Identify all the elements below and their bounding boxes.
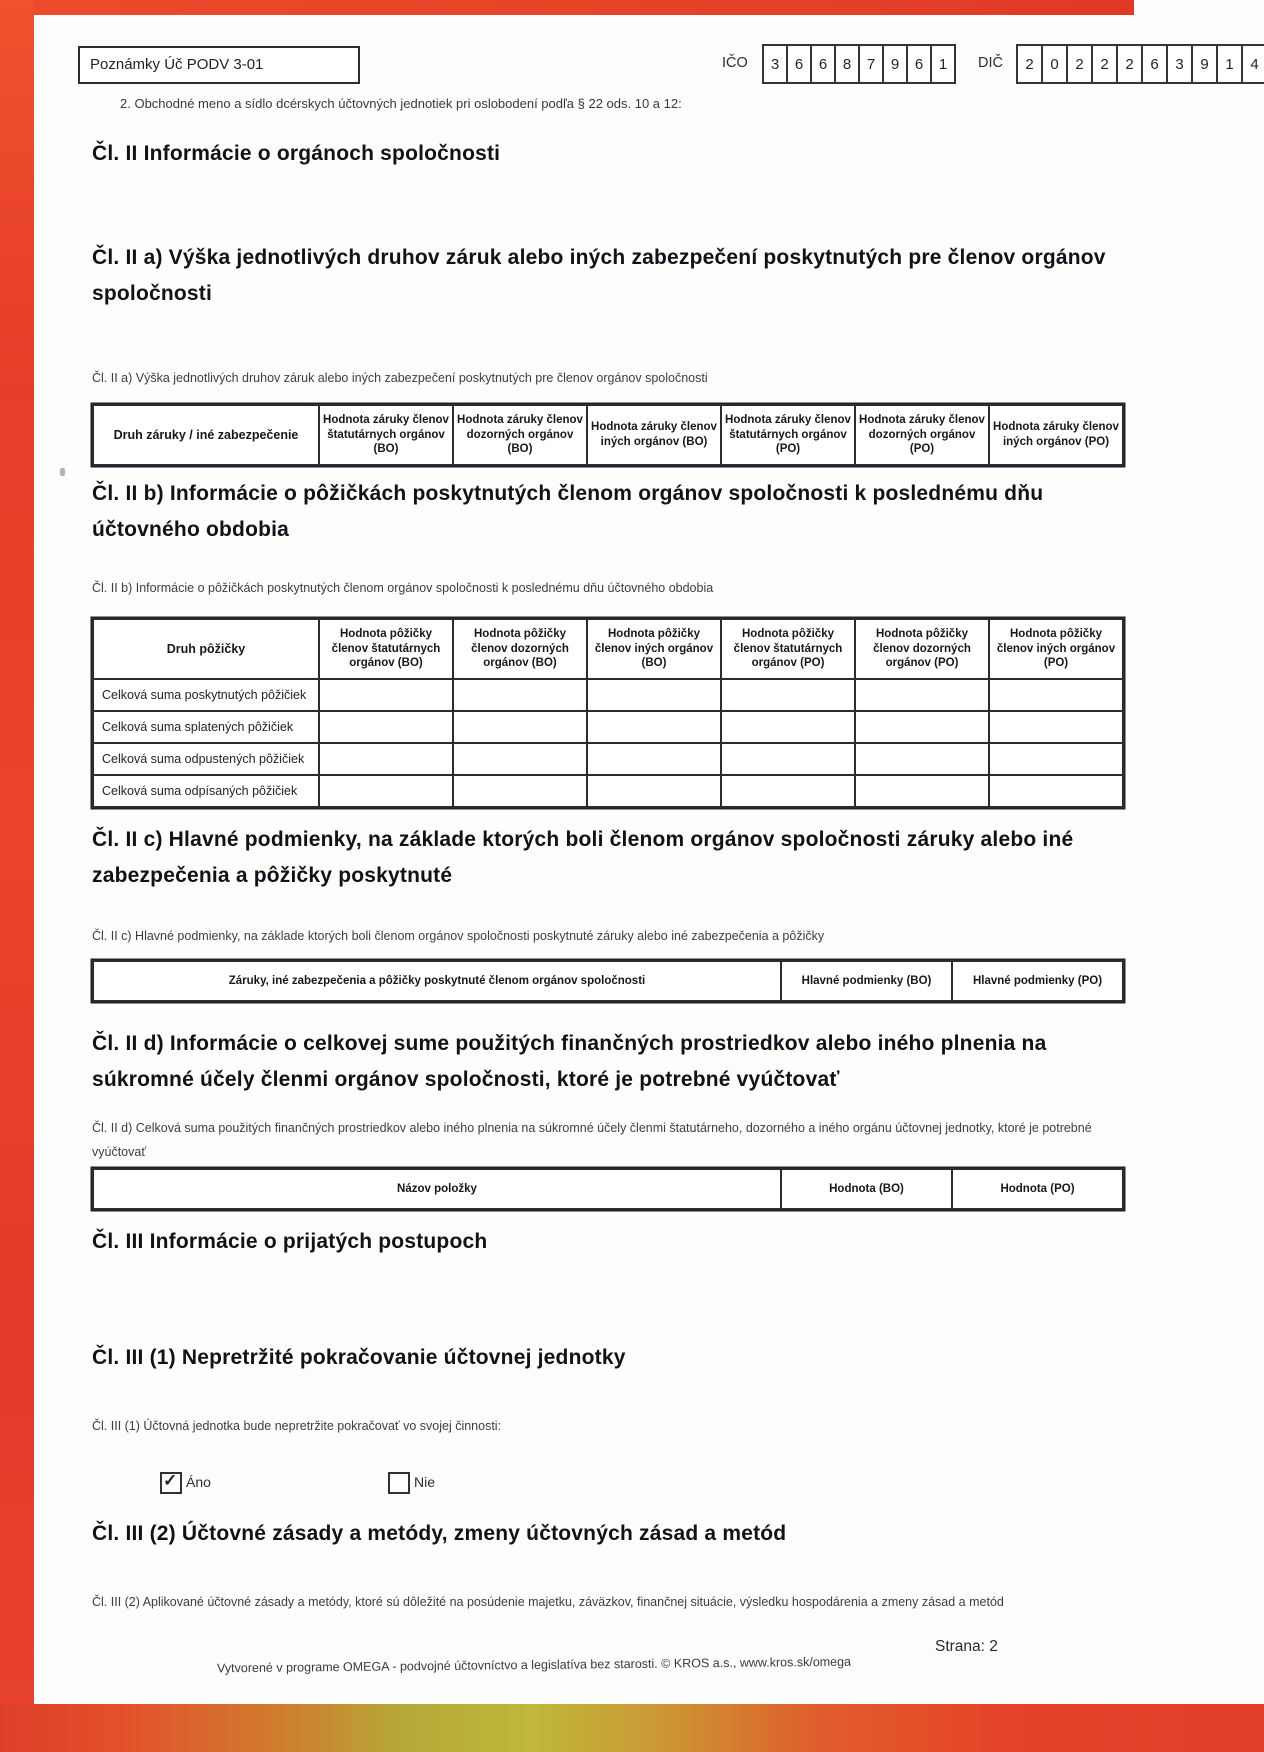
- value-cell: [855, 679, 989, 711]
- ico-digit-cell: 3: [762, 44, 788, 84]
- heading-cl2a: Čl. II a) Výška jednotlivých druhov záruk alebo iných zabezpečení poskytnutých pre členov orgánov spoločnosti: [92, 246, 1106, 305]
- value-cell: [587, 743, 721, 775]
- dic-digit-cell: 0: [1041, 44, 1068, 84]
- row-label: Celková suma poskytnutých pôžičiek: [93, 679, 319, 711]
- items-col-header: Názov položky: [93, 1169, 781, 1209]
- scan-edge-bottom: [0, 1704, 1264, 1752]
- yes-checkbox-label: Áno: [186, 1474, 211, 1490]
- value-cell: [319, 679, 453, 711]
- loans-col-header: Hodnota pôžičky členov dozorných orgánov (PO): [855, 619, 989, 679]
- guarantees-col-header: Hodnota záruky členov štatutárnych orgánov (BO): [319, 405, 453, 465]
- guarantees-col-header: Hodnota záruky členov iných orgánov (PO): [989, 405, 1123, 465]
- heading-cl2b: Čl. II b) Informácie o pôžičkách poskytnutých členom orgánov spoločnosti k poslednému dňu účtovného obdobia: [92, 482, 1044, 541]
- dic-digit-cell: 4: [1241, 44, 1264, 84]
- ico-label: IČO: [722, 55, 748, 71]
- caption-cl2a: Čl. II a) Výška jednotlivých druhov záruk alebo iných zabezpečení poskytnutých pre členov orgánov spoločnosti: [92, 371, 708, 385]
- guarantees-col-header: Hodnota záruky členov štatutárnych orgánov (PO): [721, 405, 855, 465]
- dic-digit-cell: 2: [1066, 44, 1093, 84]
- no-checkbox[interactable]: [388, 1472, 410, 1494]
- footer-credit: Vytvorené v programe OMEGA - podvojné účtovníctvo a legislatíva bez starosti. © KROS a.s., www.kros.sk/omega: [216, 1654, 852, 1676]
- dic-digit-cell: 6: [1141, 44, 1168, 84]
- caption-cl3-1: Čl. III (1) Účtovná jednotka bude nepretržite pokračovať vo svojej činnosti:: [92, 1419, 502, 1433]
- value-cell: [721, 679, 855, 711]
- loans-col-header: Hodnota pôžičky členov iných orgánov (BO): [587, 619, 721, 679]
- items-col-header: Hodnota (PO): [952, 1169, 1123, 1209]
- no-checkbox-label: Nie: [414, 1474, 436, 1490]
- value-cell: [453, 775, 587, 807]
- value-cell: [587, 679, 721, 711]
- conditions-table: [92, 960, 1124, 1002]
- scan-speck: [60, 468, 65, 476]
- guarantees-col-header: Hodnota záruky členov iných orgánov (BO): [587, 405, 721, 465]
- value-cell: [453, 679, 587, 711]
- value-cell: [721, 775, 855, 807]
- table-row: [93, 679, 1123, 711]
- ico-digit-cell: 8: [834, 44, 860, 84]
- value-cell: [587, 711, 721, 743]
- heading-cl2d: Čl. II d) Informácie o celkovej sume použitých finančných prostriedkov alebo iného plnenia na súkromné účely členmi orgánov spoločnosti, ktoré je potrebné vyúčtovať: [92, 1032, 1047, 1091]
- value-cell: [319, 711, 453, 743]
- conditions-col-header: Hlavné podmienky (BO): [781, 961, 952, 1001]
- ico-digit-boxes: [762, 44, 956, 84]
- form-id-box: Poznámky Úč PODV 3-01: [78, 46, 360, 84]
- value-cell: [989, 679, 1123, 711]
- ico-digit-cell: 1: [930, 44, 956, 84]
- ico-digit-cell: 9: [882, 44, 908, 84]
- dic-digit-cell: 9: [1191, 44, 1218, 84]
- value-cell: [989, 711, 1123, 743]
- table-row: [93, 711, 1123, 743]
- heading-cl3-1: Čl. III (1) Nepretržité pokračovanie účtovnej jednotky: [92, 1346, 626, 1369]
- loans-col-header: Druh pôžičky: [93, 619, 319, 679]
- scan-edge-left: [0, 0, 34, 1752]
- scan-edge-top: [0, 0, 1134, 15]
- heading-cl2c: Čl. II c) Hlavné podmienky, na základe ktorých boli členom orgánov spoločnosti záruky alebo iné zabezpečenia a pôžičky poskytnuté: [92, 828, 1074, 887]
- subsidiaries-note: 2. Obchodné meno a sídlo dcérskych účtovných jednotiek pri oslobodení podľa § 22 ods. 10 a 12:: [120, 96, 682, 111]
- value-cell: [989, 743, 1123, 775]
- dic-label: DIČ: [978, 55, 1003, 71]
- loans-col-header: Hodnota pôžičky členov dozorných orgánov (BO): [453, 619, 587, 679]
- ico-digit-cell: 6: [906, 44, 932, 84]
- row-label: Celková suma splatených pôžičiek: [93, 711, 319, 743]
- loans-col-header: Hodnota pôžičky členov iných orgánov (PO): [989, 619, 1123, 679]
- dic-digit-boxes: [1016, 44, 1264, 84]
- dic-digit-cell: 1: [1216, 44, 1243, 84]
- value-cell: [855, 775, 989, 807]
- value-cell: [989, 775, 1123, 807]
- items-table: [92, 1168, 1124, 1210]
- guarantees-col-header: Druh záruky / iné zabezpečenie: [93, 405, 319, 465]
- value-cell: [453, 711, 587, 743]
- value-cell: [855, 743, 989, 775]
- heading-cl2: Čl. II Informácie o orgánoch spoločnosti: [92, 142, 501, 165]
- ico-digit-cell: 7: [858, 44, 884, 84]
- ico-digit-cell: 6: [786, 44, 812, 84]
- page-number: Strana: 2: [935, 1638, 998, 1655]
- table-row: [93, 743, 1123, 775]
- heading-cl3: Čl. III Informácie o prijatých postupoch: [92, 1230, 488, 1253]
- guarantees-col-header: Hodnota záruky členov dozorných orgánov (PO): [855, 405, 989, 465]
- value-cell: [453, 743, 587, 775]
- caption-cl2c: Čl. II c) Hlavné podmienky, na základe ktorých boli členom orgánov spoločnosti poskytnuté záruky alebo iné zabezpečenia a pôžičky: [92, 929, 825, 943]
- value-cell: [587, 775, 721, 807]
- guarantees-table: [92, 404, 1124, 466]
- loans-table: [92, 618, 1124, 808]
- dic-digit-cell: 2: [1091, 44, 1118, 84]
- table-row: [93, 775, 1123, 807]
- guarantees-col-header: Hodnota záruky členov dozorných orgánov (BO): [453, 405, 587, 465]
- dic-digit-cell: 2: [1016, 44, 1043, 84]
- value-cell: [721, 743, 855, 775]
- conditions-col-header: Hlavné podmienky (PO): [952, 961, 1123, 1001]
- value-cell: [855, 711, 989, 743]
- value-cell: [319, 743, 453, 775]
- row-label: Celková suma odpísaných pôžičiek: [93, 775, 319, 807]
- loans-col-header: Hodnota pôžičky členov štatutárnych orgánov (PO): [721, 619, 855, 679]
- items-col-header: Hodnota (BO): [781, 1169, 952, 1209]
- caption-cl2d: Čl. II d) Celková suma použitých finančných prostriedkov alebo iného plnenia na súkromné účely členmi štatutárneho, dozorného a iného orgánu účtovnej jednotky, ktoré je potrebné vyúčtovať: [92, 1121, 1092, 1159]
- row-label: Celková suma odpustených pôžičiek: [93, 743, 319, 775]
- heading-cl3-2: Čl. III (2) Účtovné zásady a metódy, zmeny účtovných zásad a metód: [92, 1522, 787, 1545]
- ico-digit-cell: 6: [810, 44, 836, 84]
- dic-digit-cell: 2: [1116, 44, 1143, 84]
- conditions-col-header: Záruky, iné zabezpečenia a pôžičky poskytnuté členom orgánov spoločnosti: [93, 961, 781, 1001]
- caption-cl2b: Čl. II b) Informácie o pôžičkách poskytnutých členom orgánov spoločnosti k poslednému dňu účtovného obdobia: [92, 581, 714, 595]
- yes-checkbox[interactable]: [160, 1472, 182, 1494]
- dic-digit-cell: 3: [1166, 44, 1193, 84]
- check-icon: ✓: [163, 1471, 178, 1490]
- loans-col-header: Hodnota pôžičky členov štatutárnych orgánov (BO): [319, 619, 453, 679]
- caption-cl3-2: Čl. III (2) Aplikované účtovné zásady a metódy, ktoré sú dôležité na posúdenie majetku, záväzkov, finančnej situácie, výsledku hospodárenia a zmeny zásad a metód: [92, 1595, 1004, 1609]
- value-cell: [319, 775, 453, 807]
- value-cell: [721, 711, 855, 743]
